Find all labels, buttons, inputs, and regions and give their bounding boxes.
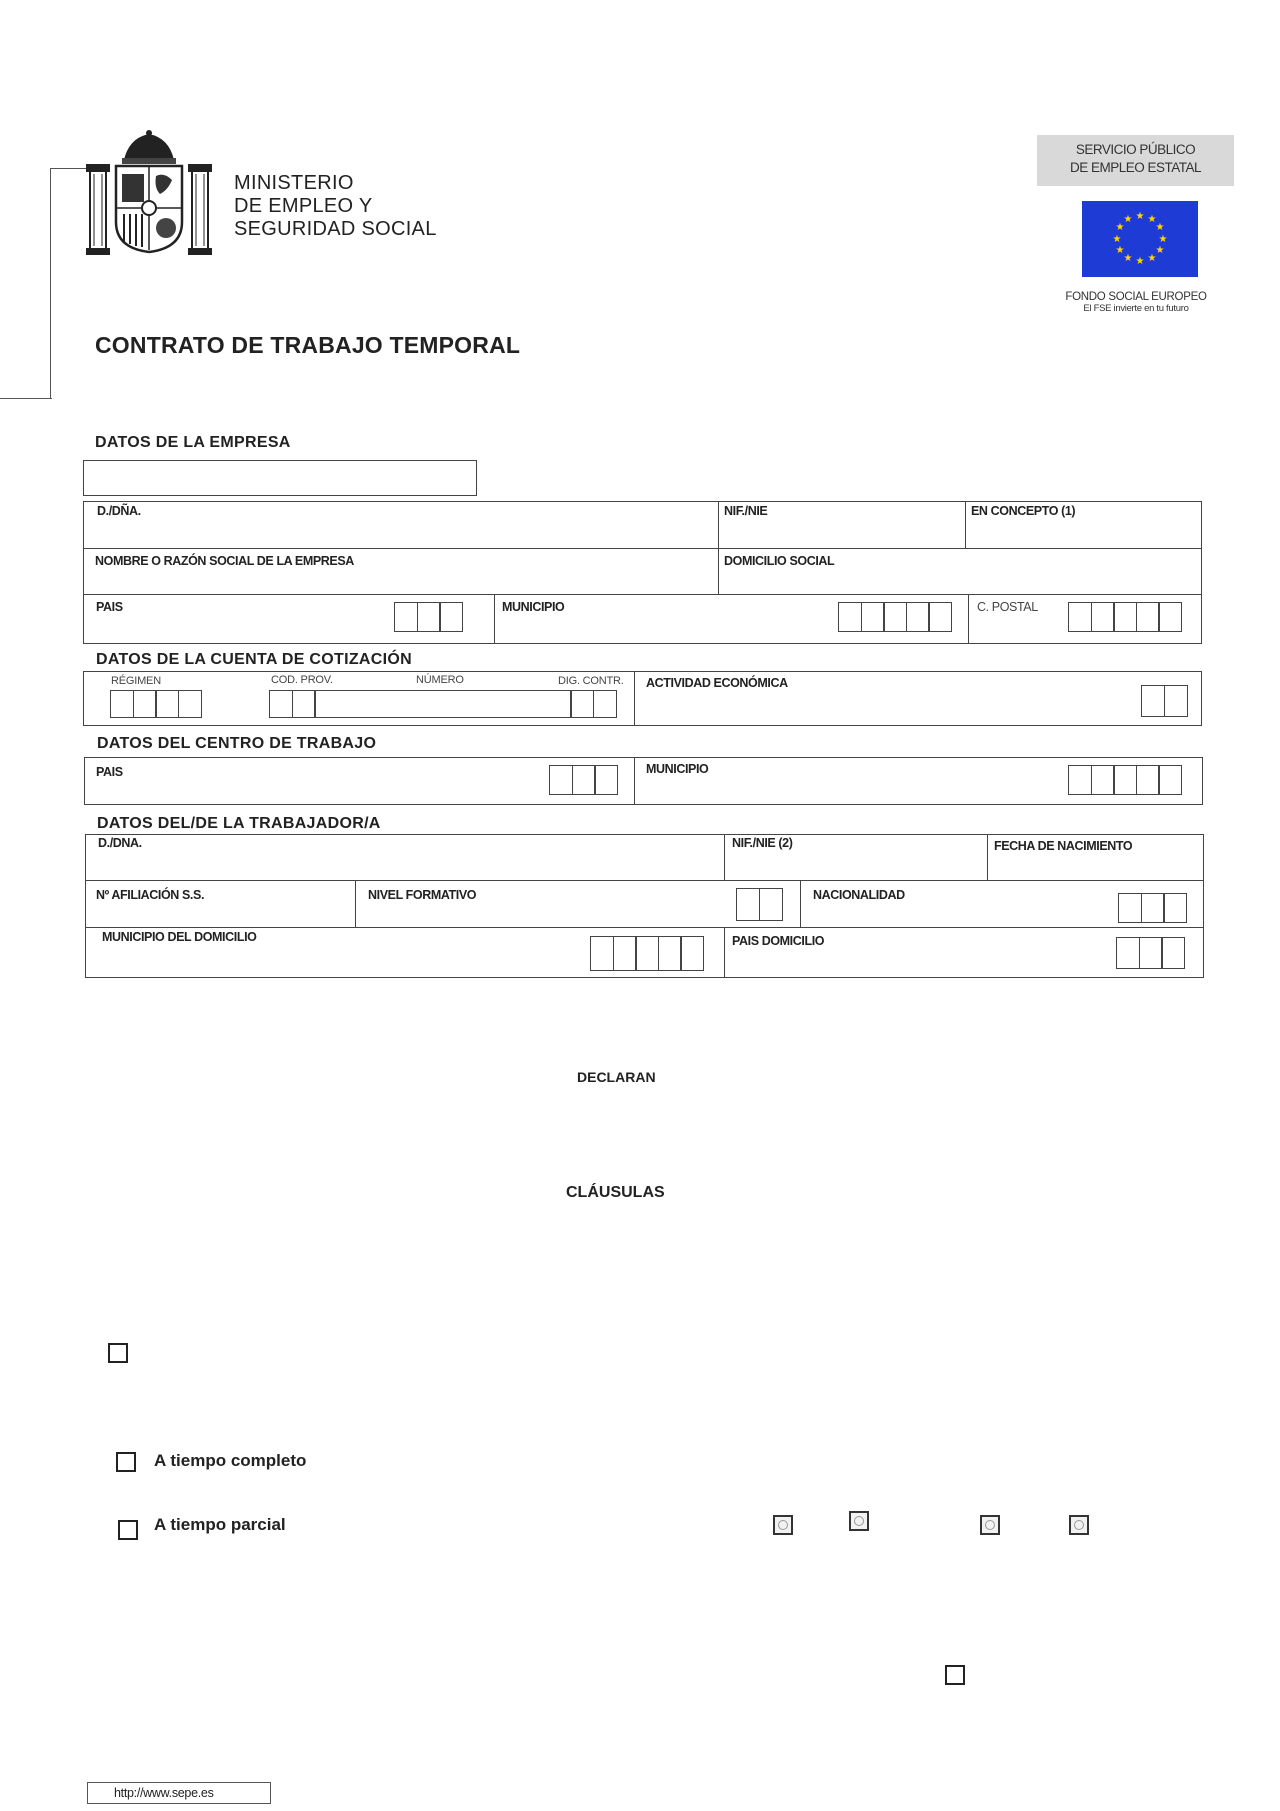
- nivel-formativo-cells[interactable]: [736, 888, 783, 921]
- empresa-table: [83, 501, 1202, 644]
- nacionalidad-label: NACIONALIDAD: [813, 888, 905, 902]
- svg-text:★: ★: [1112, 234, 1122, 245]
- section-title-empresa: DATOS DE LA EMPRESA: [95, 434, 291, 451]
- svg-text:★: ★: [1135, 211, 1145, 222]
- footer-url[interactable]: http://www.sepe.es: [87, 1782, 271, 1804]
- svg-text:★: ★: [1147, 253, 1157, 264]
- parcial-option-3-radio[interactable]: [980, 1515, 1000, 1535]
- ministry-line-3: SEGURIDAD SOCIAL: [234, 218, 437, 240]
- svg-text:★: ★: [1155, 245, 1165, 256]
- empresa-razon-social-label: NOMBRE O RAZÓN SOCIAL DE LA EMPRESA: [95, 554, 354, 568]
- empresa-pais-label: PAIS: [96, 600, 123, 614]
- sepe-badge: [1037, 135, 1234, 186]
- pais-domicilio-cells[interactable]: [1116, 937, 1185, 969]
- ministry-line-2: DE EMPLEO Y: [234, 195, 373, 217]
- empresa-pais-cells[interactable]: [394, 602, 463, 632]
- trabajador-nif-label: NIF./NIE (2): [732, 836, 793, 850]
- section-title-trabajador: DATOS DEL/DE LA TRABAJADOR/A: [97, 815, 381, 832]
- actividad-economica-label: ACTIVIDAD ECONÓMICA: [646, 676, 788, 690]
- centro-table: [84, 757, 1203, 805]
- declaran-heading: DECLARAN: [577, 1069, 656, 1085]
- nivel-formativo-label: NIVEL FORMATIVO: [368, 888, 477, 902]
- svg-text:★: ★: [1147, 214, 1157, 225]
- document-title: CONTRATO DE TRABAJO TEMPORAL: [95, 332, 521, 358]
- municipio-domicilio-cells[interactable]: [590, 936, 704, 971]
- municipio-domicilio-label: MUNICIPIO DEL DOMICILIO: [102, 930, 257, 944]
- cotizacion-table: [83, 671, 1202, 726]
- cod-prov-cells[interactable]: [269, 690, 316, 718]
- tiempo-parcial-checkbox[interactable]: [118, 1520, 138, 1540]
- clause-checkbox[interactable]: [108, 1343, 128, 1363]
- fse-line-1: FONDO SOCIAL EUROPEO: [1065, 291, 1207, 303]
- fse-line-2: El FSE invierte en tu futuro: [1083, 303, 1189, 314]
- numero-field[interactable]: [314, 690, 572, 718]
- svg-text:★: ★: [1155, 222, 1165, 233]
- centro-pais-label: PAIS: [96, 765, 123, 779]
- svg-text:★: ★: [1115, 245, 1125, 256]
- svg-text:★: ★: [1158, 234, 1168, 245]
- pais-domicilio-label: PAIS DOMICILIO: [732, 934, 825, 948]
- fse-caption: [1030, 291, 1242, 314]
- empresa-municipio-label: MUNICIPIO: [502, 600, 565, 614]
- svg-text:★: ★: [1123, 253, 1133, 264]
- empresa-en-concepto-label: EN CONCEPTO (1): [971, 504, 1076, 518]
- dig-contr-label: DIG. CONTR.: [558, 675, 624, 687]
- ministry-name: [234, 172, 437, 241]
- centro-municipio-label: MUNICIPIO: [646, 762, 709, 776]
- empresa-municipio-cells[interactable]: [838, 602, 952, 632]
- centro-pais-cells[interactable]: [549, 765, 618, 795]
- empresa-dona-label: D./DÑA.: [97, 504, 141, 518]
- dig-contr-cells[interactable]: [570, 690, 617, 718]
- empresa-cpostal-label: C. POSTAL: [977, 600, 1038, 614]
- svg-text:★: ★: [1123, 214, 1133, 225]
- empresa-domicilio-social-label: DOMICILIO SOCIAL: [724, 554, 835, 568]
- centro-municipio-cells[interactable]: [1068, 765, 1182, 795]
- section-title-cotizacion: DATOS DE LA CUENTA DE COTIZACIÓN: [96, 651, 412, 668]
- clausulas-heading: CLÁUSULAS: [566, 1184, 665, 1201]
- numero-label: NÚMERO: [416, 674, 464, 686]
- trabajador-dona-label: D./DNA.: [98, 836, 142, 850]
- cod-prov-label: COD. PROV.: [271, 674, 333, 686]
- eu-flag-logo: [1082, 201, 1198, 277]
- tiempo-parcial-label: A tiempo parcial: [154, 1515, 286, 1534]
- svg-text:★: ★: [1115, 222, 1125, 233]
- parcial-option-2-radio[interactable]: [849, 1511, 869, 1531]
- ministry-line-1: MINISTERIO: [234, 172, 354, 194]
- nacionalidad-cells[interactable]: [1118, 893, 1187, 923]
- coat-of-arms-logo: [84, 130, 214, 258]
- svg-text:★: ★: [1135, 256, 1145, 267]
- left-margin-bracket: [0, 168, 52, 400]
- fecha-nacimiento-label: FECHA DE NACIMIENTO: [994, 839, 1133, 853]
- sepe-line-2: DE EMPLEO ESTATAL: [1069, 160, 1202, 175]
- afiliacion-label: Nº AFILIACIÓN S.S.: [96, 888, 205, 902]
- empresa-cpostal-cells[interactable]: [1068, 602, 1182, 632]
- empresa-top-field[interactable]: [83, 460, 477, 496]
- lower-checkbox[interactable]: [945, 1665, 965, 1685]
- parcial-option-1-radio[interactable]: [773, 1515, 793, 1535]
- actividad-cells[interactable]: [1141, 685, 1188, 717]
- section-title-centro: DATOS DEL CENTRO DE TRABAJO: [97, 735, 377, 752]
- regimen-label: RÉGIMEN: [111, 675, 161, 687]
- tiempo-completo-checkbox[interactable]: [116, 1452, 136, 1472]
- sepe-line-1: SERVICIO PÚBLICO: [1075, 142, 1196, 157]
- tiempo-completo-label: A tiempo completo: [154, 1451, 307, 1470]
- empresa-nif-label: NIF./NIE: [724, 504, 768, 518]
- regimen-cells[interactable]: [110, 690, 202, 718]
- parcial-option-4-radio[interactable]: [1069, 1515, 1089, 1535]
